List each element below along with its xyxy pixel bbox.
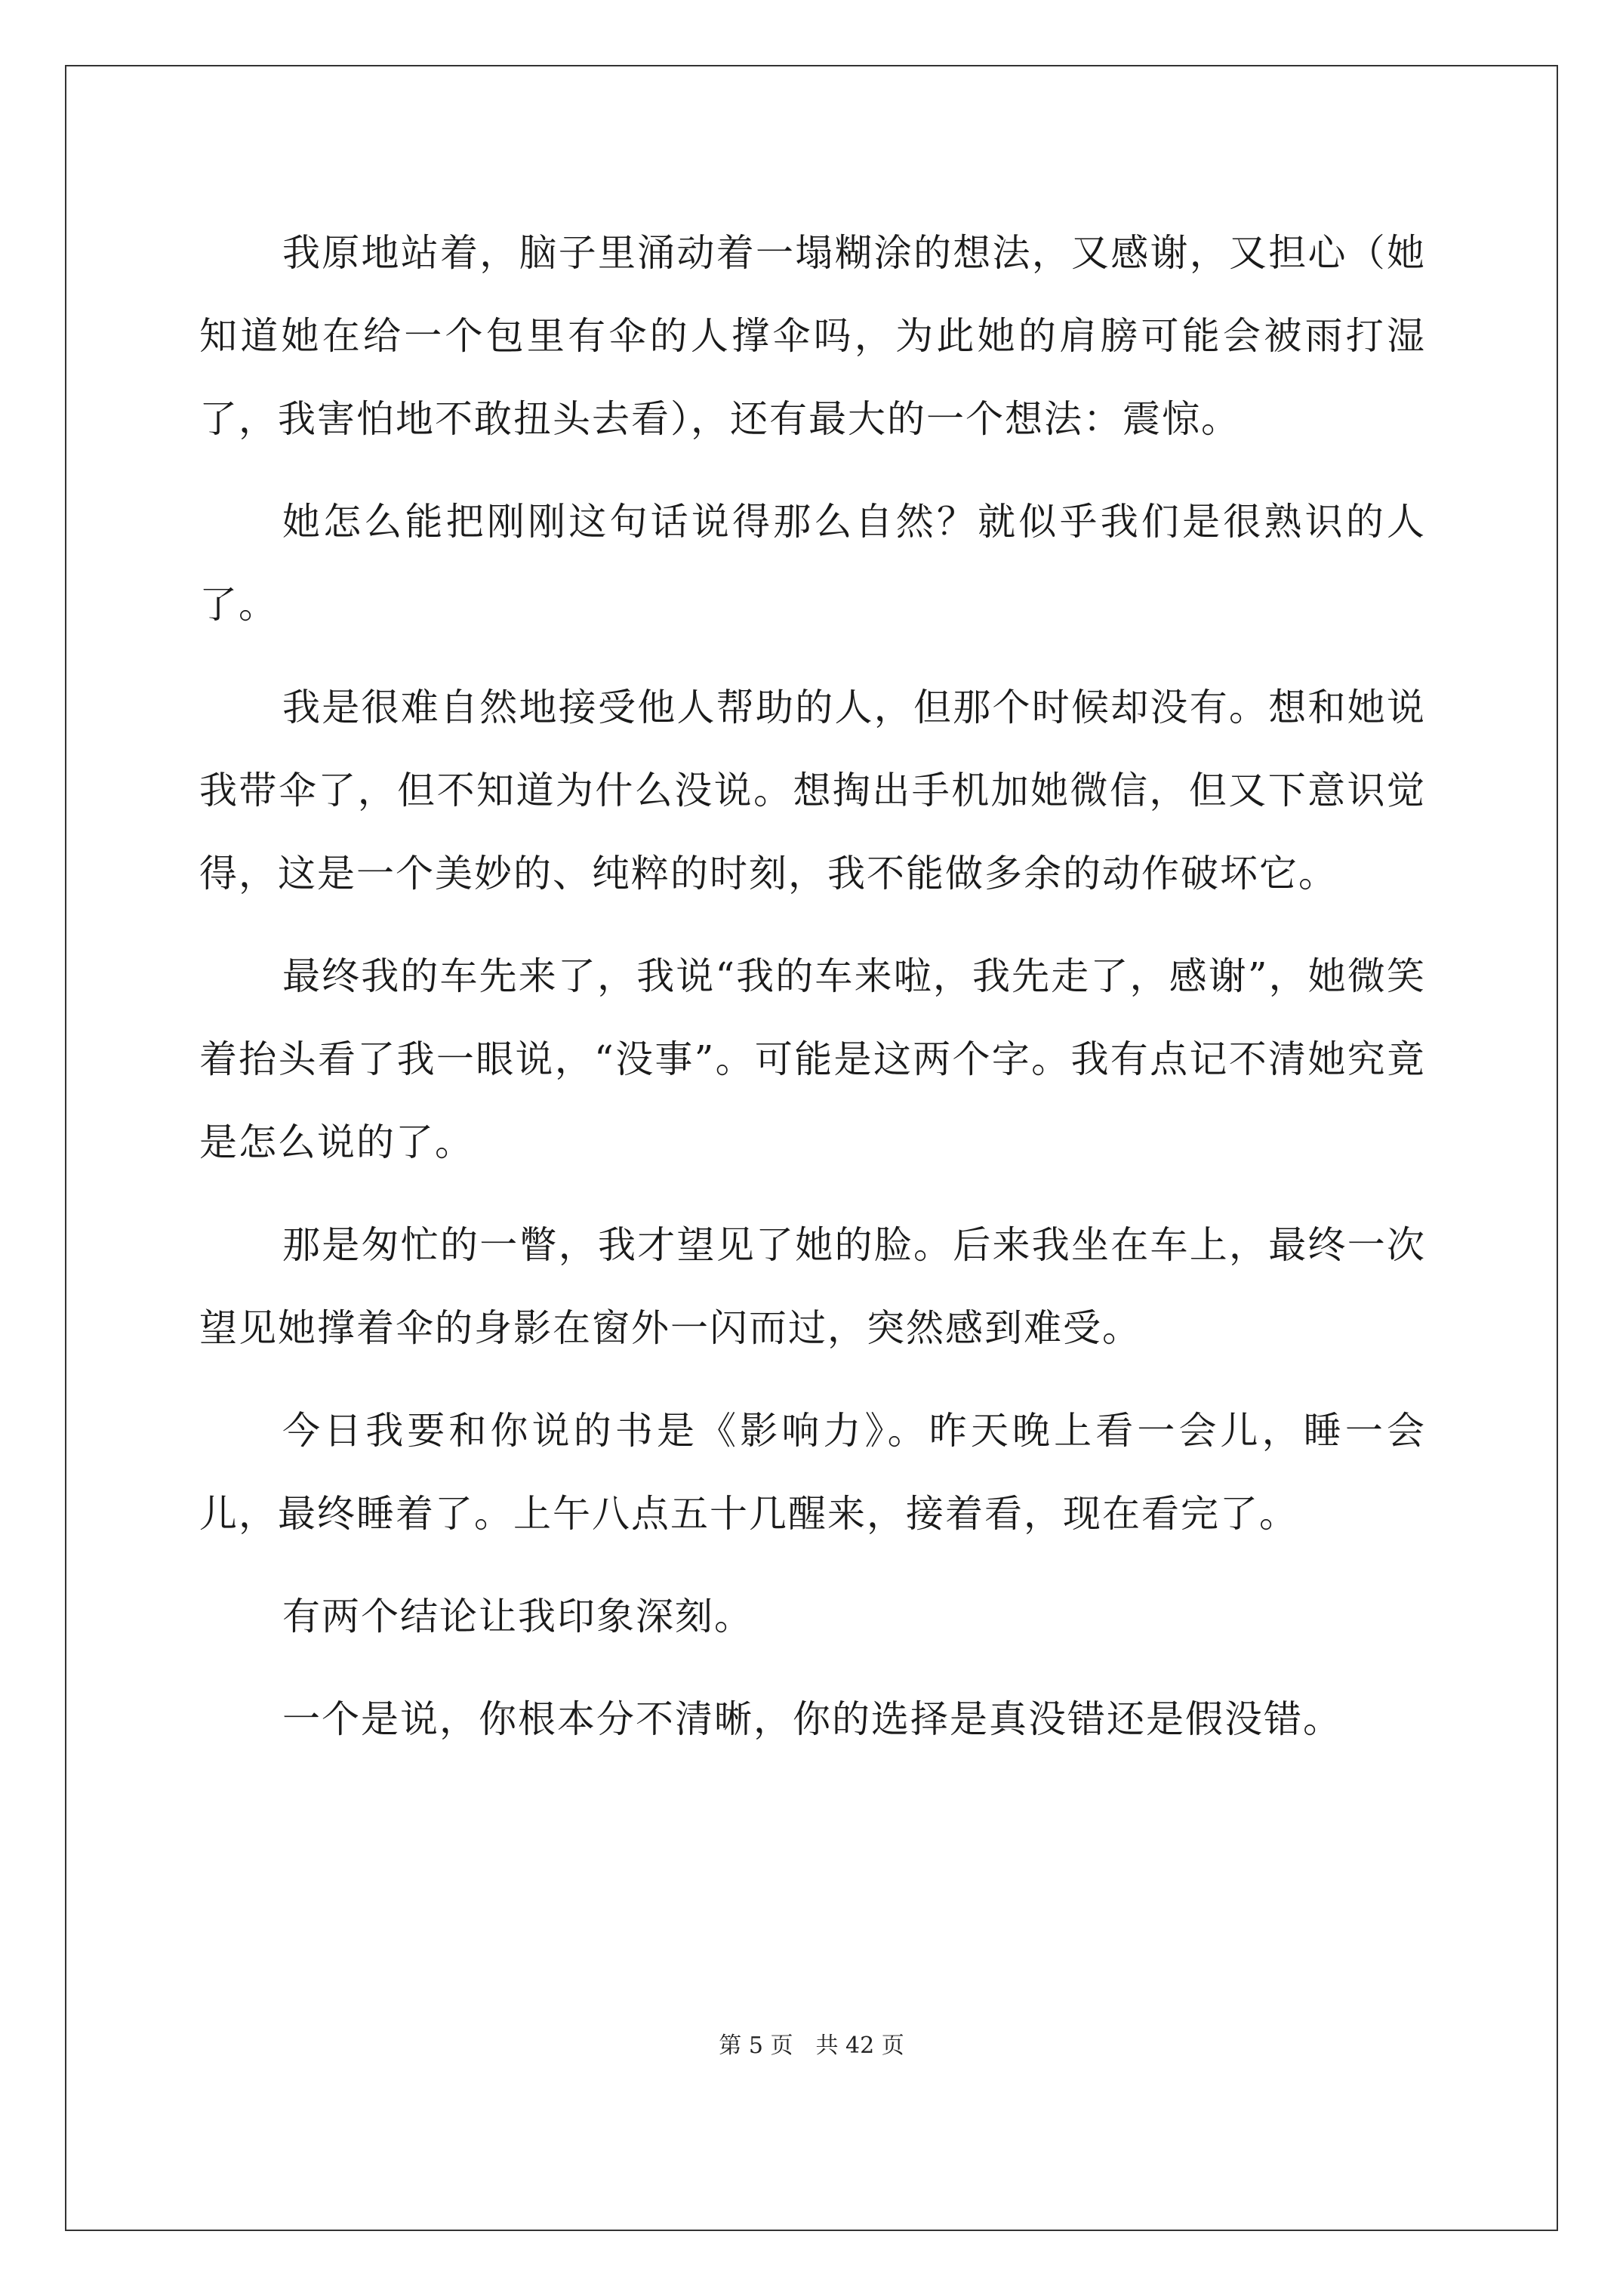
paragraph: 今日我要和你说的书是《影响力》。昨天晚上看一会儿，睡一会儿，最终睡着了。上午八点五十几醒来，接着看，现在看完了。 [199,1409,1426,1536]
page-total: 共 42 页 [815,2032,904,2059]
document-body [199,211,1426,1780]
paragraph: 那是匆忙的一瞥，我才望见了她的脸。后来我坐在车上，最终一次望见她撑着伞的身影在窗外一闪而过，突然感到难受。 [199,1223,1426,1350]
paragraph: 有两个结论让我印象深刻。 [282,1595,753,1638]
paragraph: 一个是说，你根本分不清晰，你的选择是真没错还是假没错。 [282,1697,1342,1741]
paragraph: 她怎么能把刚刚这句话说得那么自然？就似乎我们是很熟识的人了。 [199,500,1426,627]
page-footer [0,2031,1623,2061]
paragraph: 最终我的车先来了，我说“我的车来啦，我先走了，感谢”，她微笑着抬头看了我一眼说，“没事”。可能是这两个字。我有点记不清她究竟是怎么说的了。 [199,954,1426,1164]
page-number: 第 5 页 [719,2032,793,2059]
paragraph: 我是很难自然地接受他人帮助的人，但那个时候却没有。想和她说我带伞了，但不知道为什么没说。想掏出手机加她微信，但又下意识觉得，这是一个美妙的、纯粹的时刻，我不能做多余的动作破坏它。 [199,686,1426,895]
paragraph: 我原地站着，脑子里涌动着一塌糊涂的想法，又感谢，又担心（她知道她在给一个包里有伞的人撑伞吗，为此她的肩膀可能会被雨打湿了，我害怕地不敢扭头去看），还有最大的一个想法：震惊。 [199,231,1426,441]
